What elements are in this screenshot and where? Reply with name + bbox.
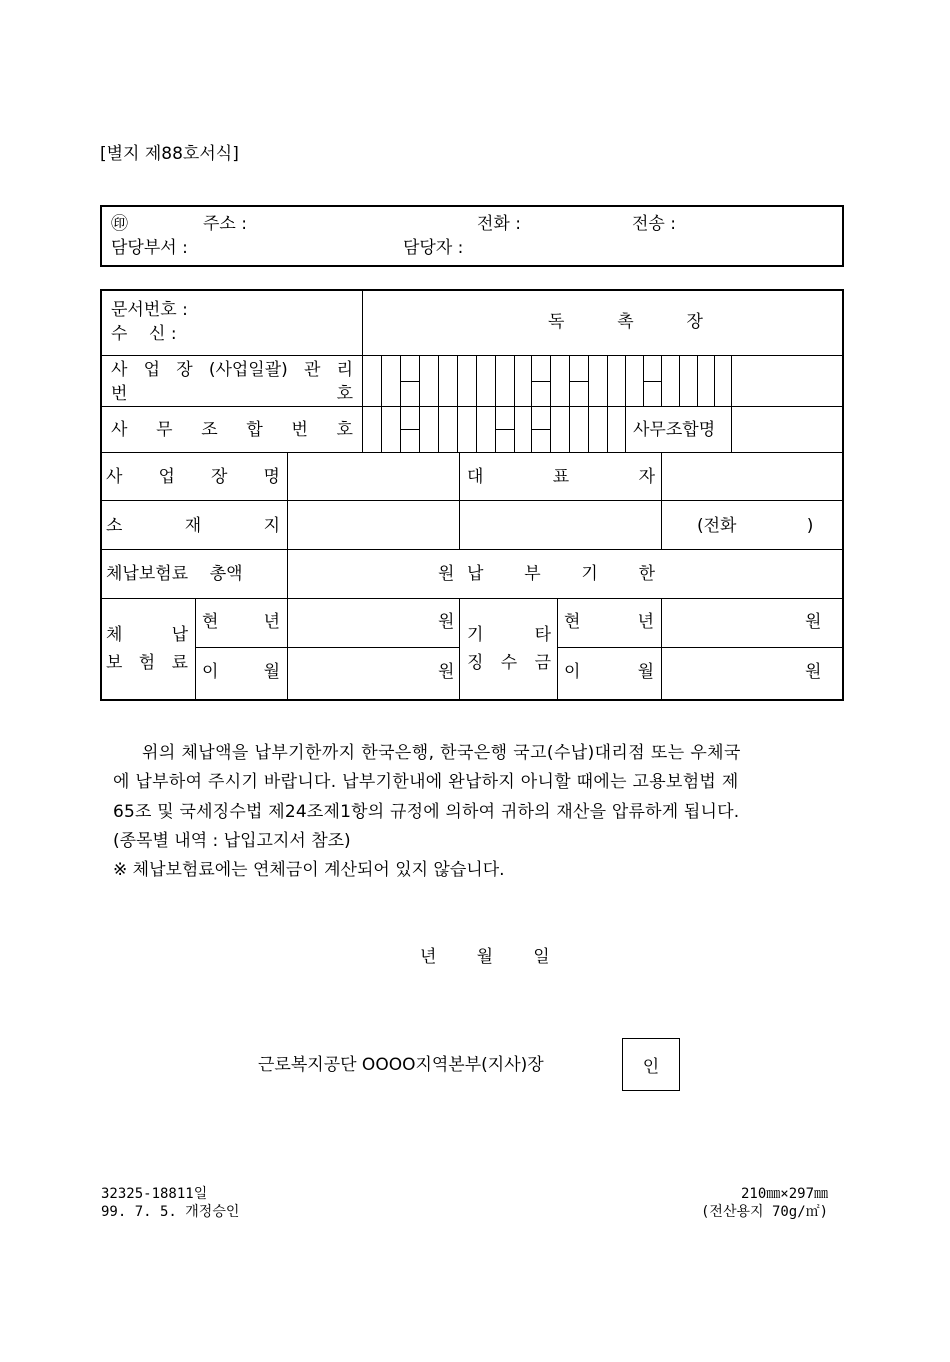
- phone-label: 전화 :: [477, 214, 521, 234]
- other-collection-label-2: 징 수 금: [467, 653, 551, 673]
- address-label: 주소 :: [203, 214, 247, 234]
- representative-label: 대 표 자: [467, 467, 655, 487]
- person-in-charge-label: 담당자 :: [403, 238, 464, 258]
- notice-line-3: 65조 및 국세징수법 제24조제1항의 규정에 의하여 귀하의 재산을 압류하게 됩니다.: [113, 802, 740, 822]
- this-month-label: 이 월: [564, 662, 654, 682]
- notice-line-1: 위의 체납액을 납부기한까지 한국은행, 한국은행 국고(수납)대리점 또는 우체국: [142, 743, 741, 763]
- notice-line-5: ※ 체납보험료에는 연체금이 계산되어 있지 않습니다.: [113, 860, 505, 880]
- current-year-label: 현 년: [202, 612, 280, 632]
- business-name-label: 사 업 장 명: [106, 467, 280, 487]
- arrears-insurance-label-1: 체 납: [106, 625, 188, 645]
- department-label: 담당부서 :: [111, 238, 188, 258]
- current-year-label: 현 년: [564, 612, 654, 632]
- recipient-label: 수 신 :: [111, 324, 177, 344]
- approval-date: 99. 7. 5. 개정승인: [101, 1204, 240, 1220]
- other-collection-label-1: 기 타: [467, 625, 551, 645]
- location-label: 소 재 지: [106, 516, 280, 536]
- this-month-label: 이 월: [202, 662, 280, 682]
- paper-type: (전산용지 70g/㎡): [701, 1204, 829, 1220]
- notice-line-4: (종목별 내역 : 납입고지서 참조): [113, 831, 351, 851]
- won-unit: 원: [805, 662, 822, 682]
- paper-size: 210㎜×297㎜: [741, 1186, 829, 1202]
- won-unit: 원: [438, 612, 455, 632]
- office-assoc-number-label: 사 무 조 합 번 호: [111, 420, 353, 440]
- postal-mark-icon: ㊞: [111, 214, 128, 234]
- due-date-label: 납 부 기 한: [467, 564, 655, 584]
- arrears-total-label: 체납보험료 총액: [106, 564, 243, 584]
- biz-mgmt-number-label: 사 업 장 (사업일괄) 관 리: [111, 360, 353, 380]
- arrears-insurance-label-2: 보 험 료: [106, 653, 188, 673]
- form-label: [별지 제88호서식]: [100, 144, 239, 164]
- won-unit: 원: [438, 564, 455, 584]
- issue-date: 년 월 일: [420, 947, 556, 967]
- location-phone-field: (전화 ): [697, 516, 814, 536]
- document-number-label: 문서번호 :: [111, 300, 188, 320]
- page-title: 독 촉 장: [548, 312, 717, 332]
- fax-label: 전송 :: [632, 214, 676, 234]
- seal-box: 인: [622, 1038, 680, 1091]
- won-unit: 원: [805, 612, 822, 632]
- issuer-name: 근로복지공단 OOOO지역본부(지사)장: [258, 1055, 544, 1075]
- won-unit: 원: [438, 662, 455, 682]
- office-assoc-name-label: 사무조합명: [633, 420, 716, 440]
- biz-mgmt-number-label-2: 번 호: [111, 384, 353, 404]
- form-code: 32325-18811일: [101, 1186, 208, 1202]
- notice-line-2: 에 납부하여 주시기 바랍니다. 납부기한내에 완납하지 아니할 때에는 고용보험법 제: [113, 772, 739, 792]
